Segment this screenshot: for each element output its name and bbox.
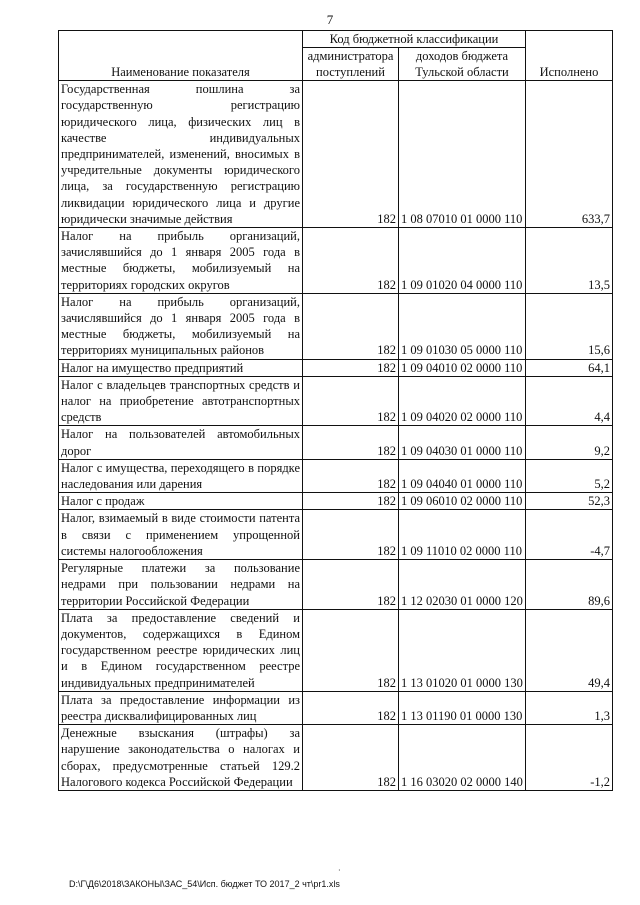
budget-table [58,30,613,791]
table-row [59,459,613,492]
table-row [59,560,613,610]
row-name: Налог с продаж [59,493,303,510]
row-admin: 182 [303,293,399,359]
row-amount: 5,2 [526,459,613,492]
header-done: Исполнено [526,31,613,81]
table-row [59,376,613,426]
header-revenue: доходов бюджета Тульской области [399,48,526,81]
row-name: Регулярные платежи за пользование недрами при пользовании недрами на территории Российской Федерации [59,560,303,610]
row-code: 1 09 04040 01 0000 110 [399,459,526,492]
row-amount: -1,2 [526,725,613,791]
row-name: Налог, взимаемый в виде стоимости патента в связи с применением упрощенной системы налогообложения [59,510,303,560]
row-name: Денежные взыскания (штрафы) за нарушение законодательства о налогах и сборах, предусмотренные статьей 129.2 Налогового кодекса Российской Федерации [59,725,303,791]
row-name: Государственная пошлина за государственную регистрацию юридического лица, физических лиц в качестве индивидуальных предпринимателей, изменений, вносимых в учредительные документы юридического лица, за государственную регистрацию ликвидации юридического лица и другие юридически значимые действия [59,81,303,228]
row-name: Плата за предоставление информации из реестра дисквалифицированных лиц [59,691,303,724]
row-amount: -4,7 [526,510,613,560]
row-code: 1 08 07010 01 0000 110 [399,81,526,228]
header-name: Наименование показателя [59,31,303,81]
row-code: 1 09 11010 02 0000 110 [399,510,526,560]
row-admin: 182 [303,691,399,724]
row-admin: 182 [303,81,399,228]
row-name: Налог на прибыль организаций, зачислявшийся до 1 января 2005 года в местные бюджеты, мобилизуемый на территориях муниципальных районов [59,293,303,359]
row-code: 1 09 04010 02 0000 110 [399,359,526,376]
row-code: 1 16 03020 02 0000 140 [399,725,526,791]
header-admin: администратора поступлений [303,48,399,81]
row-admin: 182 [303,426,399,459]
row-admin: 182 [303,609,399,691]
row-code: 1 12 02030 01 0000 120 [399,560,526,610]
row-amount: 64,1 [526,359,613,376]
table-body [59,81,613,791]
row-admin: 182 [303,510,399,560]
row-amount: 633,7 [526,81,613,228]
row-amount: 49,4 [526,609,613,691]
row-amount: 15,6 [526,293,613,359]
row-code: 1 09 06010 02 0000 110 [399,493,526,510]
row-code: 1 09 01020 04 0000 110 [399,228,526,294]
page-number: 7 [326,12,334,27]
table-row [59,359,613,376]
row-amount: 1,3 [526,691,613,724]
table-row [59,293,613,359]
row-code: 1 09 01030 05 0000 110 [399,293,526,359]
row-admin: 182 [303,359,399,376]
row-name: Налог с владельцев транспортных средств и налог на приобретение автотранспортных средств [59,376,303,426]
table-row [59,493,613,510]
row-admin: 182 [303,493,399,510]
row-name: Налог с имущества, переходящего в порядке наследования или дарения [59,459,303,492]
row-amount: 9,2 [526,426,613,459]
row-code: 1 13 01190 01 0000 130 [399,691,526,724]
row-code: 1 13 01020 01 0000 130 [399,609,526,691]
table-row [59,725,613,791]
footer-file-path: D:\Г\Д6\2018\ЗАКОНЫ\ЗАС_54\Исп. бюджет ТО 2017_2 чт\pr1.xls [69,879,340,889]
row-name: Налог на прибыль организаций, зачислявшийся до 1 января 2005 года в местные бюджеты, мобилизуемый на территориях городских округов [59,228,303,294]
row-admin: 182 [303,376,399,426]
row-admin: 182 [303,560,399,610]
row-name: Налог на пользователей автомобильных дорог [59,426,303,459]
row-name: Плата за предоставление сведений и документов, содержащихся в Едином государственном реестре юридических лиц и в Едином государственном реестре индивидуальных предпринимателей [59,609,303,691]
row-amount: 4,4 [526,376,613,426]
row-amount: 89,6 [526,560,613,610]
row-amount: 52,3 [526,493,613,510]
table-row [59,81,613,228]
row-name: Налог на имущество предприятий [59,359,303,376]
row-admin: 182 [303,228,399,294]
table-header [59,31,613,81]
table-row [59,691,613,724]
header-code-group: Код бюджетной классификации [303,31,526,48]
row-code: 1 09 04020 02 0000 110 [399,376,526,426]
table-row [59,510,613,560]
table-row [59,228,613,294]
table-row [59,426,613,459]
row-admin: 182 [303,459,399,492]
row-code: 1 09 04030 01 0000 110 [399,426,526,459]
scan-dot: · [338,866,341,875]
row-amount: 13,5 [526,228,613,294]
row-admin: 182 [303,725,399,791]
table-row [59,609,613,691]
